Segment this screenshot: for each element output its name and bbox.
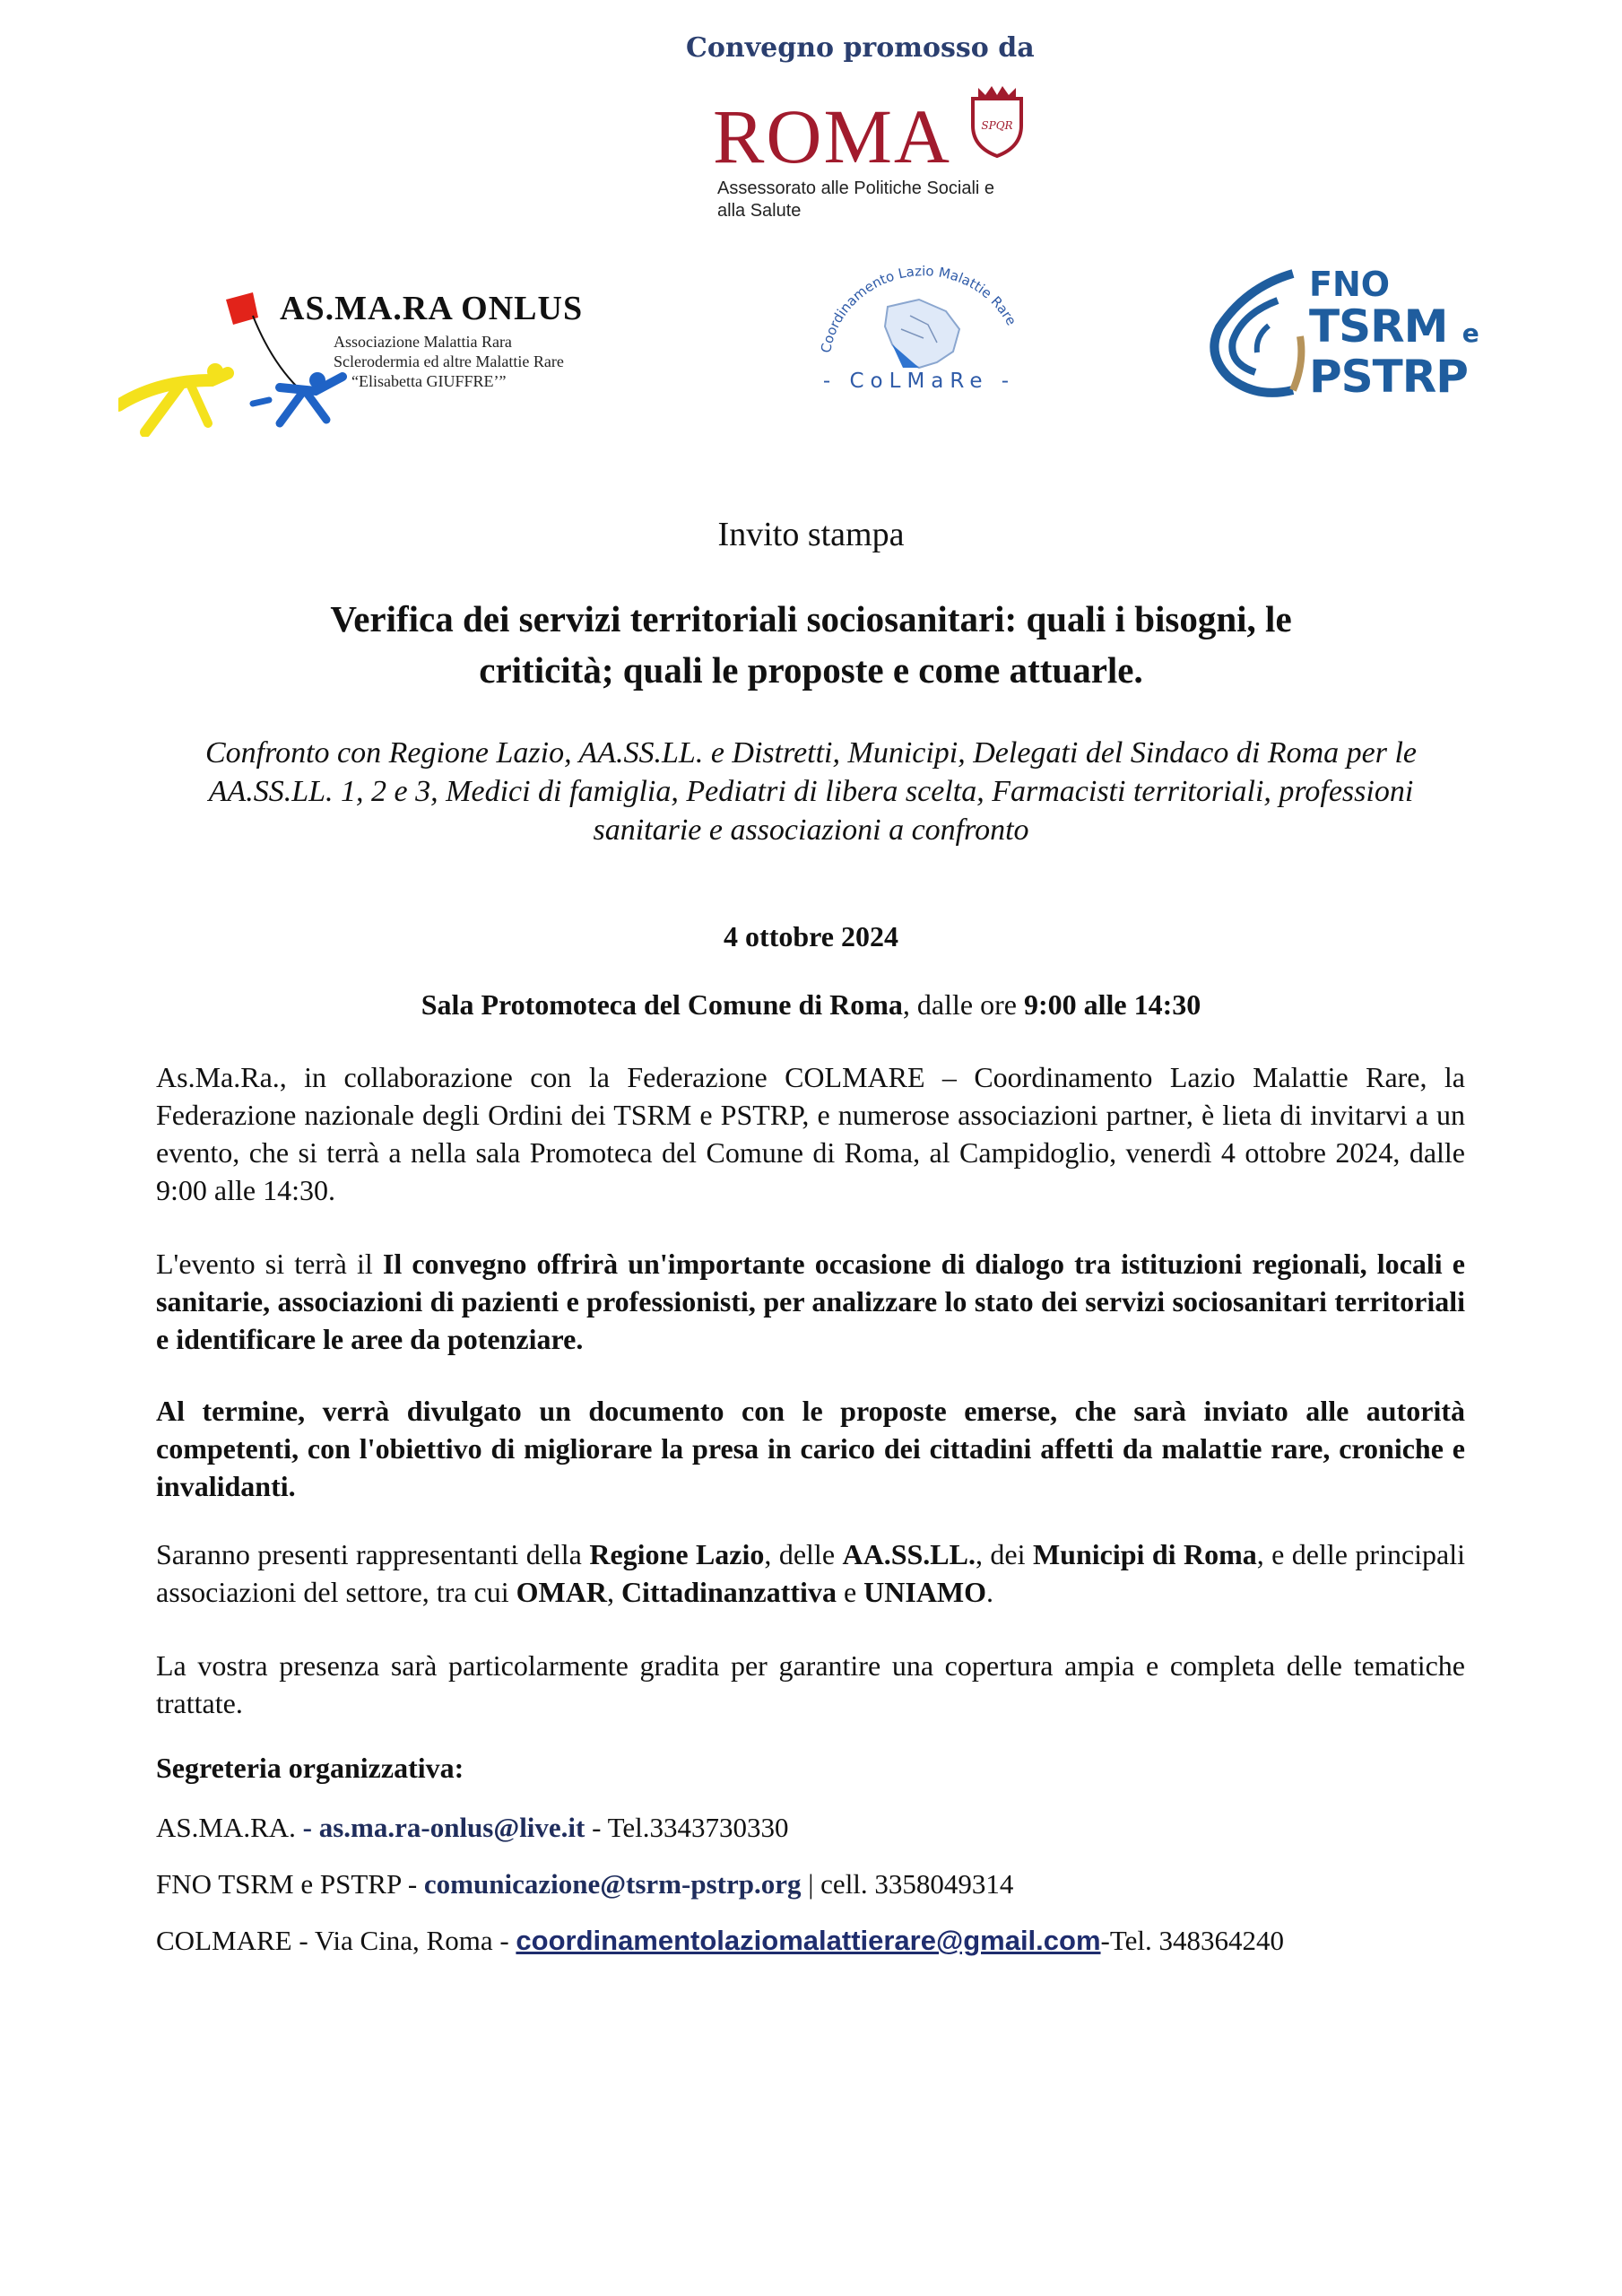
venue-time: 9:00 alle 14:30 <box>1023 988 1201 1021</box>
contact-phone: | cell. 3358049314 <box>801 1868 1014 1900</box>
para4-text: Saranno presenti rappresentanti della <box>156 1538 590 1570</box>
document-subtitle: Confronto con Regione Lazio, AA.SS.LL. e Distretti, Municipi, Delegati del Sindaco di Roma per le AA.SS.LL. 1, 2 e 3, Medici di famiglia, Pediatri di libera scelta, Farmacisti territoriali, professioni sanitarie e associazioni a confronto <box>204 736 1418 847</box>
para4-text: , delle <box>764 1538 843 1570</box>
venue-name: Sala Protomoteca del Comune di Roma <box>421 988 903 1021</box>
asmara-desc-line2: Sclerodermia ed altre Malattie Rare <box>334 352 564 370</box>
asmara-name: AS.MA.RA ONLUS <box>280 290 584 327</box>
fno-tsrm-label <box>1309 300 1479 352</box>
secretariat-title: Segreteria organizzativa: <box>156 1752 464 1784</box>
para4-text: e <box>836 1576 864 1608</box>
document-title-line1: Verifica dei servizi territoriali sociosanitari: quali i bisogni, le <box>330 598 1292 639</box>
document-heading: Invito stampa <box>717 516 905 553</box>
paragraph-convegno <box>156 1245 1465 1358</box>
para4-bold: OMAR <box>516 1576 607 1608</box>
fno-heart-icon <box>1193 265 1309 399</box>
fno-pstrp-label: PSTRP <box>1309 351 1468 403</box>
asmara-logo <box>118 262 620 441</box>
contact-phone: -Tel. 348364240 <box>1100 1925 1284 1956</box>
para4-text: , <box>606 1576 621 1608</box>
fno-e-text: e <box>1462 318 1479 348</box>
contact-separator: - <box>302 1812 319 1843</box>
para4-bold: Cittadinanzattiva <box>620 1576 837 1608</box>
contact-email-link[interactable]: coordinamentolaziomalattierare@gmail.com <box>516 1925 1101 1956</box>
contact-org: AS.MA.RA. <box>156 1812 303 1843</box>
event-date: 4 ottobre 2024 <box>724 920 898 952</box>
para4-text: . <box>986 1576 994 1608</box>
roma-crest-icon <box>966 79 1028 160</box>
colmare-arc-text: Coordinamento Lazio Malattie Rare <box>817 263 1020 354</box>
contact-colmare <box>156 1925 1284 1957</box>
colmare-wordmark: - CoLMaRe - <box>822 370 1016 393</box>
paragraph-collaboration: As.Ma.Ra., in collaborazione con la Federazione COLMARE – Coordinamento Lazio Malattie Rare, la Federazione nazionale degli Ordini dei TSRM e PSTRP, e numerose associazioni partner, è lieta di invitarvi a un evento, che si terrà a nella sala Promoteca del Comune di Roma, al Campidoglio, venerdì 4 ottobre 2024, dalle 9:00 alle 14:30. <box>156 1061 1465 1206</box>
fno-tsrm-pstrp-logo <box>1193 265 1479 408</box>
para2-intro: L'evento si terrà il <box>156 1248 383 1280</box>
contact-fno <box>156 1868 1013 1900</box>
roma-wordmark: ROMA <box>713 93 952 179</box>
contact-asmara <box>156 1812 789 1844</box>
para4-bold: AA.SS.LL. <box>842 1538 976 1570</box>
svg-text:SPQR: SPQR <box>981 119 1013 132</box>
asmara-desc-line1: Associazione Malattia Rara <box>334 333 512 351</box>
promoted-by-label: Convegno promosso da <box>686 32 1035 64</box>
asmara-description <box>334 332 564 391</box>
venue-connector: , dalle ore <box>902 988 1024 1021</box>
asmara-desc-line3: “Elisabetta GIUFFRE’” <box>351 372 507 390</box>
fno-tsrm-text: TSRM <box>1309 300 1448 352</box>
paragraph-presenza: La vostra presenza sarà particolarmente gradita per garantire una copertura ampia e completa delle tematiche trattate. <box>156 1649 1465 1719</box>
paragraph-documento: Al termine, verrà divulgato un documento con le proposte emerse, che sarà inviato alle autorità competenti, con l'obiettivo di migliorare la presa in carico dei cittadini affetti da malattie rare, croniche e invalidanti. <box>156 1395 1465 1502</box>
roma-department <box>717 178 994 222</box>
contact-phone: - Tel.3343730330 <box>585 1812 789 1843</box>
roma-logo-block <box>668 27 1089 224</box>
roma-department-line2: alla Salute <box>717 201 802 221</box>
event-venue <box>0 988 1622 1022</box>
para4-bold: Regione Lazio <box>589 1538 765 1570</box>
document-title <box>179 594 1443 696</box>
para4-bold: UNIAMO <box>863 1576 987 1608</box>
para4-text: , dei <box>975 1538 1033 1570</box>
colmare-emblem-icon <box>802 262 1045 378</box>
paragraph-presenti <box>156 1535 1465 1611</box>
roma-department-line1: Assessorato alle Politiche Sociali e <box>717 178 995 198</box>
fno-label: FNO <box>1309 265 1391 304</box>
colmare-logo <box>802 262 1045 414</box>
contact-email-link[interactable]: as.ma.ra-onlus@live.it <box>318 1812 585 1843</box>
para4-bold: Municipi di Roma <box>1032 1538 1257 1570</box>
para4-text: , e delle principali associazioni del settore, tra cui <box>156 1538 1466 1608</box>
contact-org: FNO TSRM e PSTRP - <box>156 1868 424 1900</box>
contact-email-link[interactable]: comunicazione@tsrm-pstrp.org <box>423 1868 802 1900</box>
para2-bold: Il convegno offrirà un'importante occasione di dialogo tra istituzioni regionali, locali e sanitarie, associazioni di pazienti e professionisti, per analizzare lo stato dei servizi sociosanitari territoriali e identificare le aree da potenziare. <box>156 1248 1466 1355</box>
contact-org: COLMARE - Via Cina, Roma - <box>156 1925 516 1956</box>
document-title-line2: criticità; quali le proposte e come attuarle. <box>479 649 1143 691</box>
